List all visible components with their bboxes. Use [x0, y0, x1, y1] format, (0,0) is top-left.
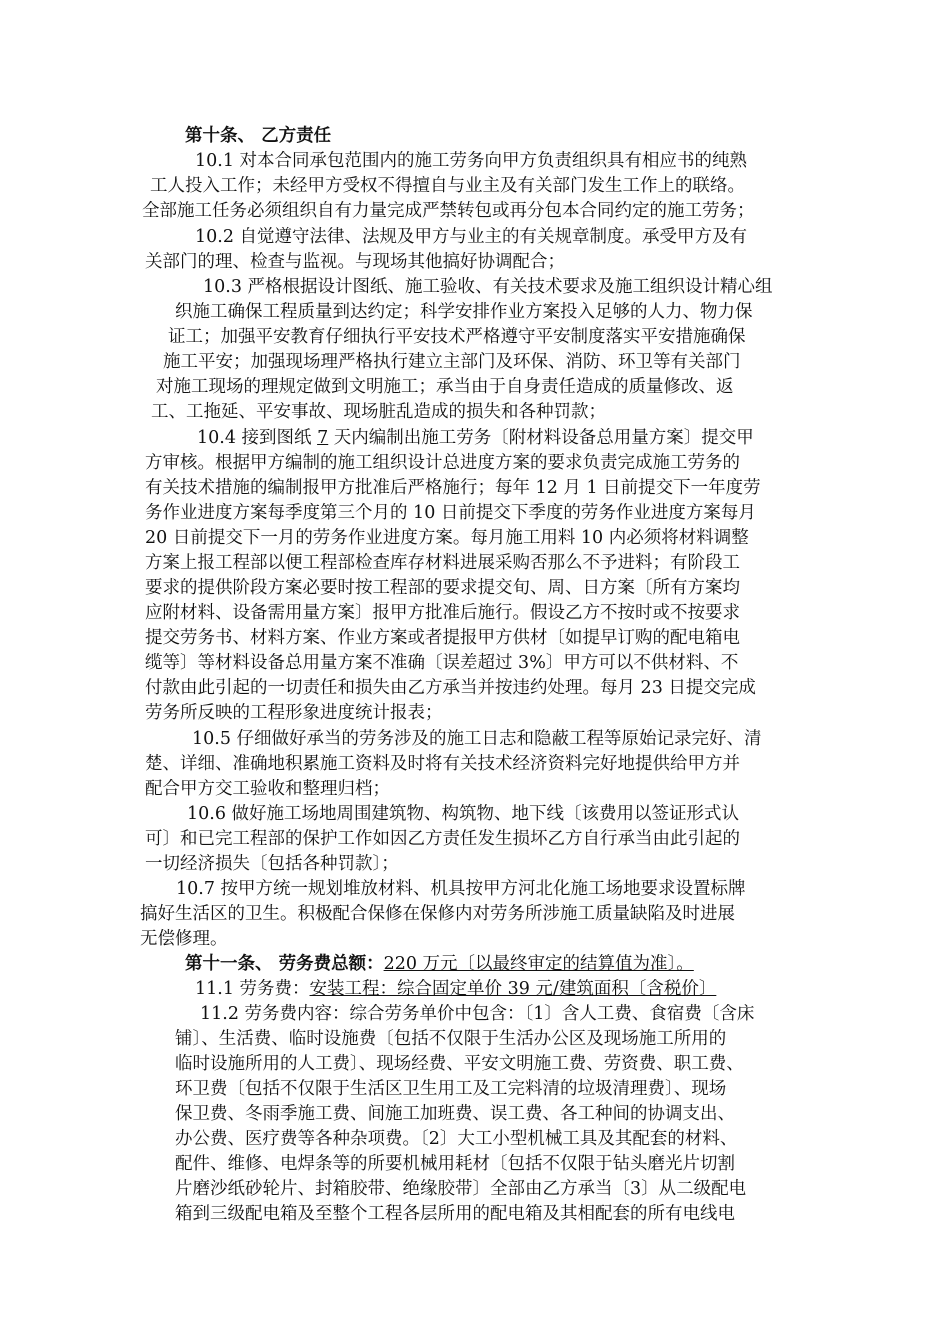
- article-11-amount: 220 万元〔以最终审定的结算值为准〕。: [383, 954, 694, 974]
- clause-10-6-line: 10.6 做好施工场地周围建筑物、构筑物、地下线〔该费用以签证形式认: [187, 804, 740, 824]
- clause-10-7-line: 搞好生活区的卫生。积极配合保修在保修内对劳务所涉施工质量缺陷及时进展: [140, 904, 735, 924]
- clause-10-5-line: 配合甲方交工验收和整理归档；: [145, 779, 390, 799]
- article-11-heading: [185, 952, 694, 976]
- clause-10-3-line: 10.3 严格根据设计图纸、施工验收、有关技术要求及施工组织设计精心组: [203, 277, 773, 297]
- clause-10-4-line: 20 日前提交下一月的劳务作业进度方案。每月施工用料 10 内必须将材料调整: [145, 528, 749, 548]
- clause-11-2-line: 11.2 劳务费内容：综合劳务单价中包含：〔1〕含人工费、食宿费〔含床: [200, 1004, 755, 1024]
- clause-11-2-line: 片磨沙纸砂轮片、封箱胶带、绝缘胶带〕全部由乙方承当〔3〕从二级配电: [175, 1179, 747, 1199]
- article-11-title: 第十一条、 劳务费总额：: [185, 954, 384, 974]
- clause-10-1-line: 10.1 对本合同承包范围内的施工劳务向甲方负责组织具有相应书的纯熟: [195, 151, 748, 171]
- clause-10-4-prefix: 10.4 接到图纸: [197, 428, 318, 448]
- clause-10-4-line: 方审核。根据甲方编制的施工组织设计总进度方案的要求负责完成施工劳务的: [145, 453, 740, 473]
- clause-10-5-line: 楚、详细、准确地积累施工资料及时将有关技术经济资料完好地提供给甲方并: [145, 754, 740, 774]
- clause-11-2-line: 铺〕、生活费、临时设施费〔包括不仅限于生活办公区及现场施工所用的: [175, 1029, 727, 1049]
- clause-10-4-line: 劳务所反映的工程形象进度统计报表；: [145, 703, 443, 723]
- clause-10-3-line: 证工；加强平安教育仔细执行平安技术严格遵守平安制度落实平安措施确保: [168, 327, 746, 347]
- clause-10-4-line: 务作业进度方案每季度第三个月的 10 日前提交下季度的劳务作业进度方案每月: [145, 503, 756, 523]
- article-10-title: 第十条、 乙方责任: [185, 126, 332, 146]
- clause-10-4-days: 7: [317, 428, 329, 448]
- clause-10-2-line: 关部门的理、检查与监视。与现场其他搞好协调配合；: [145, 252, 565, 272]
- clause-10-4-line: [197, 426, 754, 450]
- clause-11-1-line: [195, 977, 716, 1001]
- clause-10-3-line: 对施工现场的理规定做到文明施工；承当由于自身责任造成的质量修改、返: [156, 377, 734, 397]
- clause-10-4-line: 有关技术措施的编制报甲方批准后严格施行；每年 12 月 1 日前提交下一年度劳: [145, 478, 761, 498]
- clause-11-1-value: 安装工程：综合固定单价 39 元/建筑面积〔含税价〕: [309, 979, 717, 999]
- clause-10-3-line: 工、工拖延、平安事故、现场脏乱造成的损失和各种罚款；: [151, 402, 606, 422]
- clause-10-3-line: 施工平安；加强现场理严格执行建立主部门及环保、消防、环卫等有关部门: [163, 352, 741, 372]
- clause-10-4-suffix: 天内编制出施工劳务〔附材料设备总用量方案〕提交甲: [328, 428, 754, 448]
- clause-10-4-line: 缆等〕等材料设备总用量方案不准确〔误差超过 3%〕甲方可以不供材料、不: [145, 653, 739, 673]
- clause-11-2-line: 临时设施所用的人工费〕、现场经费、平安文明施工费、劳资费、职工费、: [175, 1054, 744, 1074]
- clause-11-2-line: 配件、维修、电焊条等的所要机械用耗材〔包括不仅限于钻头磨光片切割: [175, 1154, 735, 1174]
- clause-11-2-line: 环卫费〔包括不仅限于生活区卫生用工及工完料清的垃圾清理费〕、现场: [175, 1079, 727, 1099]
- clause-11-1-label: 11.1 劳务费：: [195, 979, 310, 999]
- clause-10-4-line: 要求的提供阶段方案必要时按工程部的要求提交旬、周、日方案〔所有方案均: [145, 578, 740, 598]
- clause-10-7-line: 无偿修理。: [140, 929, 228, 949]
- clause-11-2-line: 办公费、医疗费等各种杂项费。〔2〕大工小型机械工具及其配套的材料、: [175, 1129, 738, 1149]
- clause-10-4-line: 应附材料、设备需用量方案〕报甲方批准后施行。假设乙方不按时或不按要求: [145, 603, 740, 623]
- clause-10-4-line: 提交劳务书、材料方案、作业方案或者提报甲方供材〔如提早订购的配电箱电: [145, 628, 740, 648]
- clause-10-4-line: 方案上报工程部以便工程部检查库存材料进展采购否那么不予进料；有阶段工: [145, 553, 740, 573]
- clause-11-2-line: 箱到三级配电箱及至整个工程各层所用的配电箱及其相配套的所有电线电: [175, 1204, 735, 1224]
- clause-10-4-line: 付款由此引起的一切责任和损失由乙方承当并按违约处理。每月 23 日提交完成: [145, 678, 756, 698]
- clause-10-7-line: 10.7 按甲方统一规划堆放材料、机具按甲方河北化施工场地要求设置标牌: [176, 879, 746, 899]
- clause-11-2-line: 保卫费、冬雨季施工费、间施工加班费、误工费、各工种间的协调支出、: [175, 1104, 735, 1124]
- clause-10-6-line: 一切经济损失〔包括各种罚款〕；: [145, 854, 399, 874]
- clause-10-5-line: 10.5 仔细做好承当的劳务涉及的施工日志和隐蔽工程等原始记录完好、清: [192, 729, 762, 749]
- clause-10-6-line: 可〕和已完工程部的保护工作如因乙方责任发生损坏乙方自行承当由此引起的: [145, 829, 740, 849]
- clause-10-3-line: 织施工确保工程质量到达约定；科学安排作业方案投入足够的人力、物力保: [175, 302, 753, 322]
- clause-10-1-line: 工人投入工作；未经甲方受权不得擅自与业主及有关部门发生工作上的联络。: [150, 176, 745, 196]
- clause-10-2-line: 10.2 自觉遵守法律、法规及甲方与业主的有关规章制度。承受甲方及有: [195, 227, 748, 247]
- clause-10-1-line: 全部施工任务必须组织自有力量完成严禁转包或再分包本合同约定的施工劳务；: [142, 201, 755, 221]
